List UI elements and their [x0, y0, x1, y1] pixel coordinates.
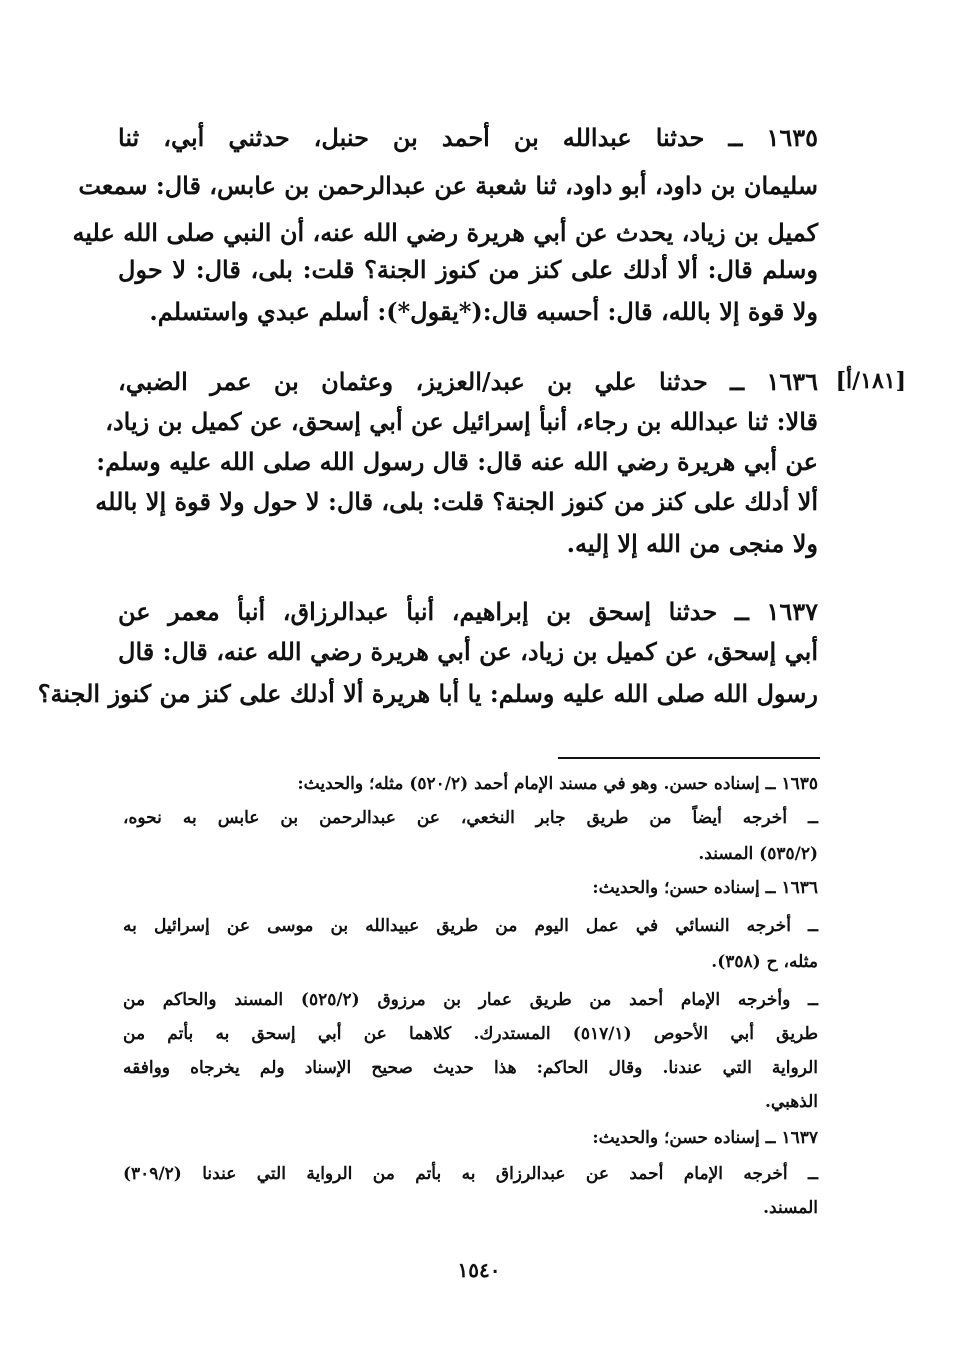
hadith-1636-line-2: قالا: ثنا عبدالله بن رجاء، أنبأ إسرائيل عن أبي إسحق، عن كميل بن زياد،	[105, 407, 818, 436]
hadith-1636-line-3: عن أبي هريرة رضي الله عنه قال: قال رسول الله صلى الله عليه وسلم:	[96, 447, 818, 476]
footnote-1637-line-1: ١٦٣٧ ــ إسناده حسن؛ والحديث:	[592, 1128, 818, 1148]
hadith-1637-line-1: ١٦٣٧ ــ حدثنا إسحق بن إبراهيم، أنبأ عبدالرزاق، أنبأ معمر عن	[118, 597, 818, 626]
hadith-1636-line-5: ولا منجى من الله إلا إليه.	[566, 529, 818, 558]
footnote-1636-line-2: ــ أخرجه النسائي في عمل اليوم من طريق عبيدالله بن موسى عن إسرائيل به	[123, 916, 818, 936]
hadith-1636-line-1: ١٦٣٦ ــ حدثنا علي بن عبد/العزيز، وعثمان بن عمر الضبي،	[118, 367, 818, 396]
footnote-1636-line-6: الرواية التي عندنا. وقال الحاكم: هذا حديث صحيح الإسناد ولم يخرجاه ووافقه	[123, 1058, 818, 1078]
footnote-1635-line-2: ــ أخرجه أيضاً من طريق جابر النخعي، عن عبدالرحمن بن عابس به نحوه،	[123, 808, 818, 828]
footnote-1636-line-1: ١٦٣٦ ــ إسناده حسن؛ والحديث:	[592, 878, 818, 898]
hadith-1635-line-1: ١٦٣٥ ــ حدثنا عبدالله بن أحمد بن حنبل، حدثني أبي، ثنا	[118, 123, 818, 152]
page-number: ١٥٤٠	[457, 1258, 501, 1282]
footnote-1635-line-1: ١٦٣٥ ــ إسناده حسن. وهو في مسند الإمام أحمد (٥٢٠/٢) مثله؛ والحديث:	[297, 774, 818, 794]
footnote-1637-line-3: المسند.	[763, 1198, 818, 1218]
footnote-separator	[558, 757, 820, 759]
footnote-1636-line-7: الذهبي.	[764, 1092, 818, 1112]
hadith-1637-line-3: رسول الله صلى الله عليه وسلم: يا أبا هريرة ألا أدلك على كنز من كنوز الجنة؟	[37, 679, 818, 708]
footnote-1636-line-5: طريق أبي الأحوص (٥١٧/١) المستدرك. كلاهما عن أبي إسحق به بأتم من	[123, 1024, 818, 1044]
hadith-1635-line-2: سليمان بن داود، أبو داود، ثنا شعبة عن عبدالرحمن بن عابس، قال: سمعت	[78, 171, 818, 200]
hadith-1636-line-4: ألا أدلك على كنز من كنوز الجنة؟ قلت: بلى، قال: لا حول ولا قوة إلا بالله	[95, 487, 818, 516]
hadith-1635-line-3: كميل بن زياد، يحدث عن أبي هريرة رضي الله عنه، أن النبي صلى الله عليه	[72, 218, 818, 247]
footnote-1635-line-3: (٥٣٥/٢) المسند.	[698, 844, 818, 864]
footnote-1637-line-2: ــ أخرجه الإمام أحمد عن عبدالرزاق به بأتم من الرواية التي عندنا (٣٠٩/٢)	[123, 1164, 818, 1184]
footnote-1636-line-4: ــ وأخرجه الإمام أحمد من طريق عمار بن مرزوق (٥٢٥/٢) المسند والحاكم من	[123, 990, 818, 1010]
hadith-1635-line-4: وسلم قال: ألا أدلك على كنز من كنوز الجنة؟ قلت: بلى، قال: لا حول	[118, 255, 818, 284]
folio-margin-note: [١٨١/أ]	[835, 368, 906, 394]
footnote-1636-line-3: مثله، ح (٣٥٨).	[711, 952, 818, 972]
hadith-1637-line-2: أبي إسحق، عن كميل بن زياد، عن أبي هريرة رضي الله عنه، قال: قال	[118, 637, 818, 666]
hadith-1635-line-5: ولا قوة إلا بالله، قال: أحسبه قال:(*يقول*): أسلم عبدي واستسلم.	[149, 297, 818, 326]
